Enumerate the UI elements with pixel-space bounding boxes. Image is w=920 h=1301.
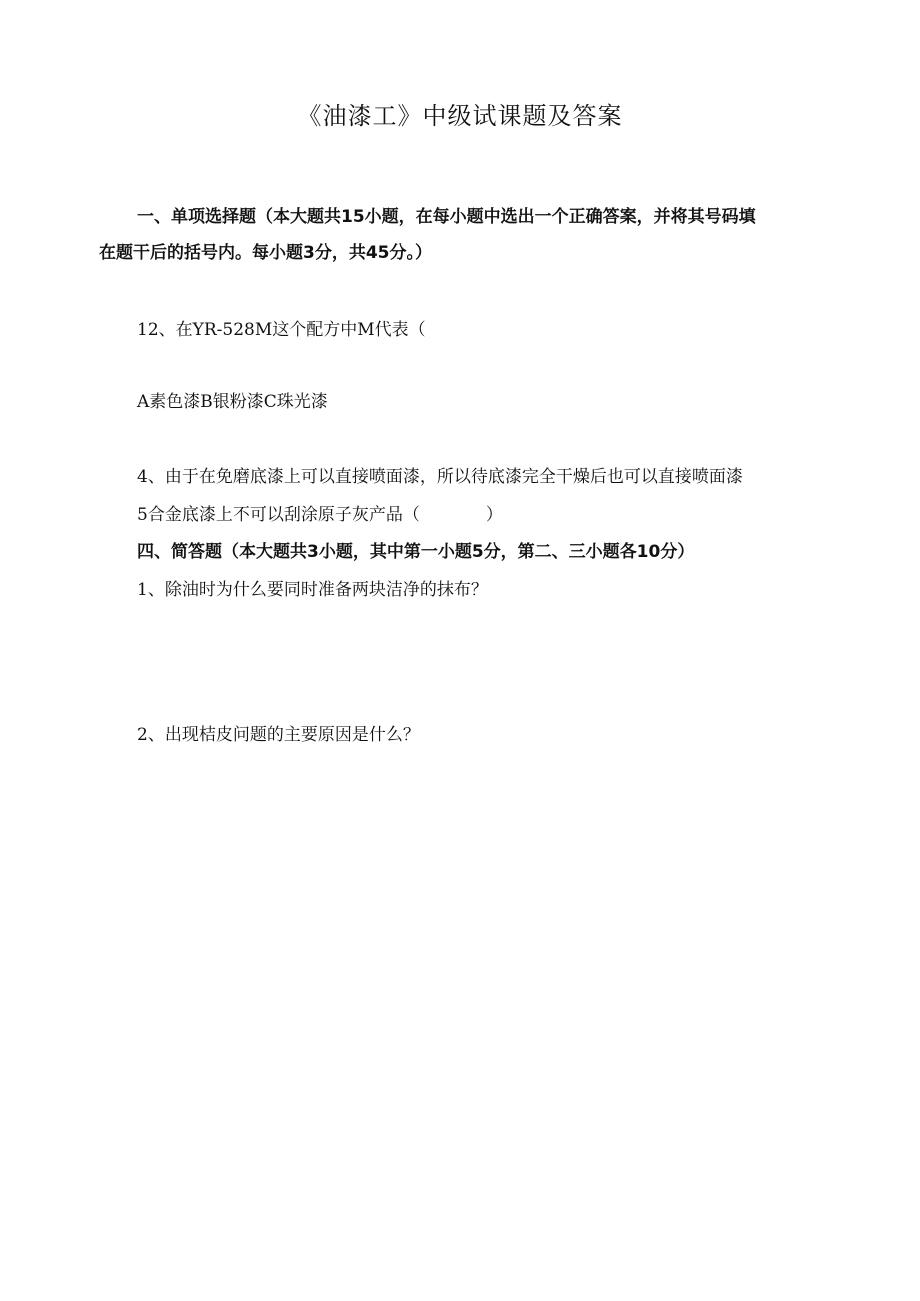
short-answer-q2: 2、出现桔皮问题的主要原因是什么？ bbox=[137, 725, 420, 745]
short-answer-q1: 1、除油时为什么要同时准备两块洁净的抹布？ bbox=[137, 580, 488, 600]
document-title: 《油漆工》中级试课题及答案 bbox=[297, 102, 623, 130]
section1-heading-line1: 一、单项选择题（本大题共15小题，在每小题中选出一个正确答案，并将其号码填 bbox=[137, 207, 756, 227]
section4-heading: 四、简答题（本大题共3小题，其中第一小题5分，第二、三小题各10分） bbox=[137, 542, 695, 562]
question-12: 12、在YR-528M这个配方中M代表（ bbox=[137, 320, 426, 340]
question-5 bbox=[137, 503, 503, 527]
question-5-text: 5合金底漆上不可以刮涂原子灰产品（ bbox=[137, 505, 420, 525]
question-4: 4、由于在免磨底漆上可以直接喷面漆，所以待底漆完全干燥后也可以直接喷面漆 bbox=[137, 467, 743, 487]
question-5-close-paren: ） bbox=[485, 505, 503, 525]
question-12-options: A素色漆B银粉漆C珠光漆 bbox=[137, 392, 328, 412]
section1-heading-line2: 在题干后的括号内。每小题3分，共45分。） bbox=[99, 243, 432, 263]
